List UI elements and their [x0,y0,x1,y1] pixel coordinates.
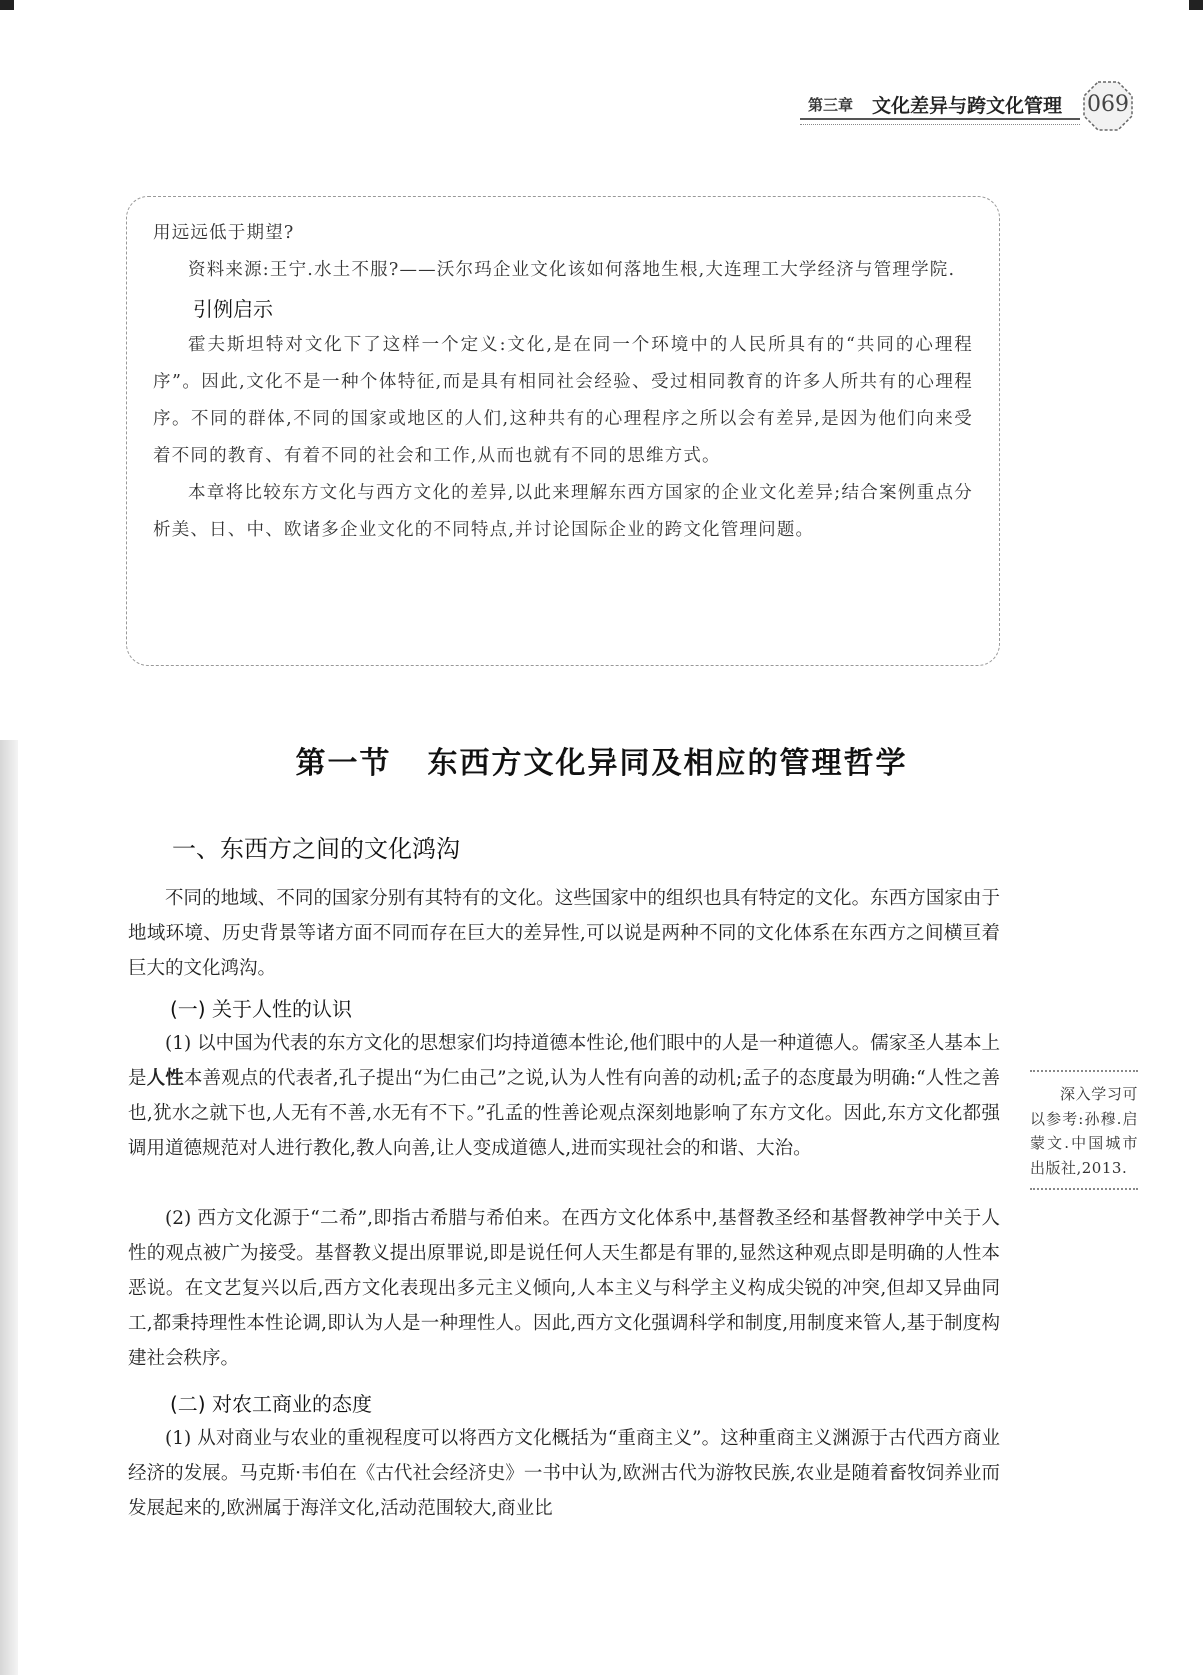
part-1-heading: (一) 关于人性的认识 [170,997,352,1021]
paragraph-text: 本善观点的代表者,孔子提出“为仁由己”之说,认为人性有向善的动机;孟子的态度最为明确:“人性之善也,犹水之就下也,人无有不善,水无有不下。”孔孟的性善论观点深刻地影响了东方文化。因此,东方文化都强调用道德规范对人进行教化,教人向善,让人变成道德人,进而实现社会的和谐、大治。 [128,1068,1000,1159]
body-paragraph [128,1026,1000,1166]
page-edge-shadow [0,740,18,1675]
part-2-heading: (二) 对农工商业的态度 [170,1392,372,1416]
body-paragraph: (2) 西方文化源于“二希”,即指古希腊与希伯来。在西方文化体系中,基督教圣经和基督教神学中关于人性的观点被广为接受。基督教义提出原罪说,即是说任何人天生都是有罪的,显然这种观点即是明确的人性本恶说。在文艺复兴以后,西方文化表现出多元主义倾向,人本主义与科学主义构成尖锐的冲突,但却又异曲同工,都秉持理性本性论调,即认为人是一种理性人。因此,西方文化强调科学和制度,用制度来管人,基于制度构建社会秩序。 [128,1208,1000,1369]
margin-note [1030,1070,1138,1190]
running-header [800,80,1140,132]
paragraph-text: (1) 以中国为代表的东方文化的思想家们均持道德本性论,他们眼中的人是一种道德人。儒家圣人基本上是 [128,1033,1000,1089]
subsection-heading: 一、东西方之间的文化鸿沟 [172,835,460,863]
key-term: 人性 [146,1068,184,1089]
body-paragraph: (1) 从对商业与农业的重视程度可以将西方文化概括为“重商主义”。这种重商主义渊源于古代西方商业经济的发展。马克斯·韦伯在《古代社会经济史》一书中认为,欧洲古代为游牧民族,农业是随着畜牧饲养业而发展起来的,欧洲属于海洋文化,活动范围较大,商业比 [128,1428,1000,1519]
page-number: 069 [1087,92,1129,117]
section-title [0,738,1203,782]
header-dotted-rule [800,124,1080,125]
crop-mark [0,0,14,10]
case-source: 资料来源:王宁.水土不服?——沃尔玛企业文化该如何落地生根,大连理工大学经济与管理学院. [188,260,956,280]
crop-mark [1189,0,1203,10]
section-name: 东西方文化异同及相应的管理哲学 [427,746,908,781]
section-number: 第一节 [295,746,392,781]
case-box [126,196,1000,666]
page-number-badge [1082,80,1134,132]
case-paragraph: 本章将比较东方文化与西方文化的差异,以此来理解东西方国家的企业文化差异;结合案例重点分析美、日、中、欧诸多企业文化的不同特点,并讨论国际企业的跨文化管理问题。 [153,483,973,540]
header-rule [800,118,1080,120]
margin-note-text: 深入学习可以参考:孙穆.启蒙文.中国城市出版社,2013. [1030,1085,1138,1177]
case-paragraph: 霍夫斯坦特对文化下了这样一个定义:文化,是在同一个环境中的人民所具有的“共同的心理程序”。因此,文化不是一种个体特征,而是具有相同社会经验、受过相同教育的许多人所共有的心理程序。不同的群体,不同的国家或地区的人们,这种共有的心理程序之所以会有差异,是因为他们向来受着不同的教育、有着不同的社会和工作,从而也就有不同的思维方式。 [153,335,973,466]
case-text-line: 用远远低于期望? [153,223,295,243]
chapter-title: 文化差异与跨文化管理 [872,95,1063,117]
chapter-label: 第三章 [808,96,854,114]
intro-paragraph: 不同的地域、不同的国家分别有其特有的文化。这些国家中的组织也具有特定的文化。东西方国家由于地域环境、历史背景等诸方面不同而存在巨大的差异性,可以说是两种不同的文化体系在东西方之间横亘着巨大的文化鸿沟。 [128,888,1000,979]
case-heading: 引例启示 [193,297,273,321]
